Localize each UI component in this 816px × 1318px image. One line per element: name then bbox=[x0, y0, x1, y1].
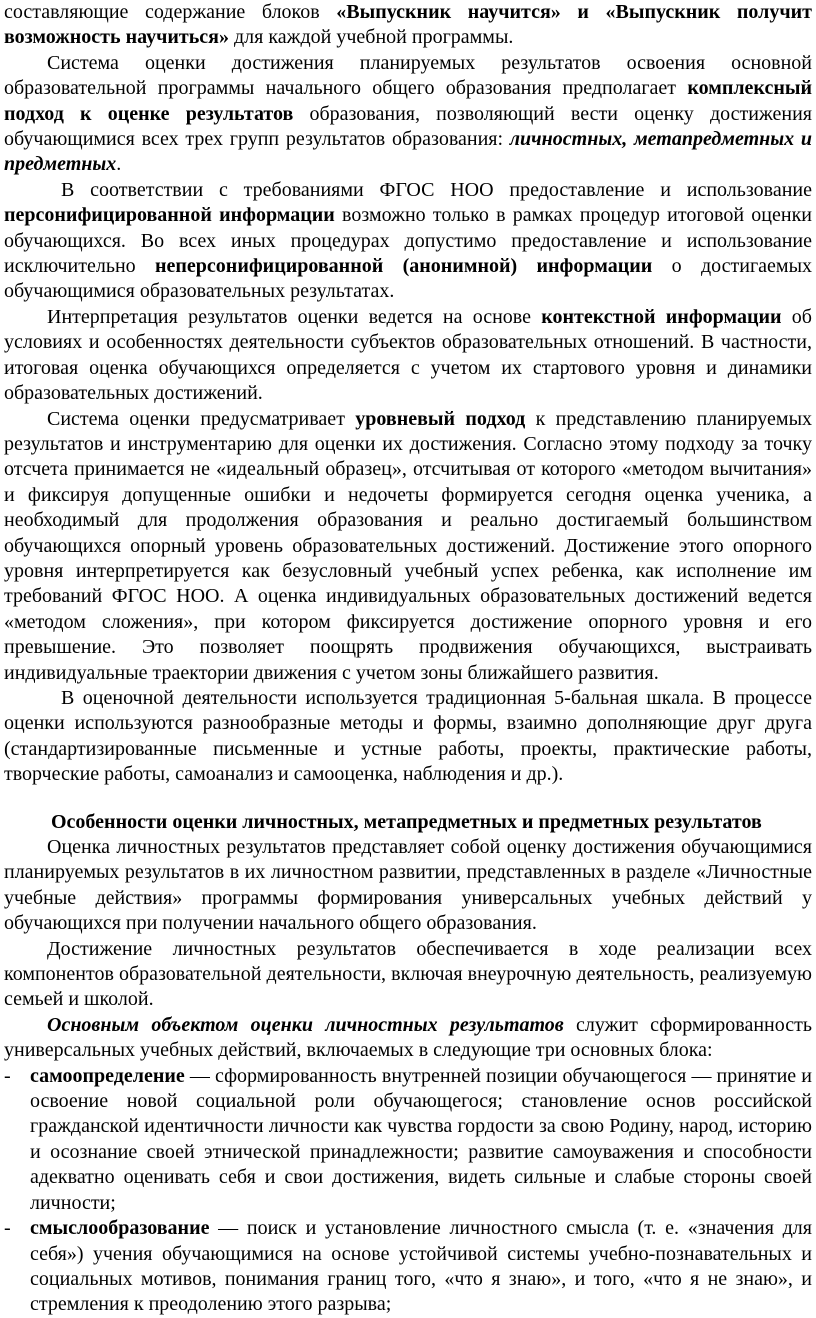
section-heading: Особенности оценки личностных, метапредметных и предметных результатов bbox=[51, 810, 762, 833]
bold-phrase: персонифицированной информации bbox=[4, 204, 335, 227]
paragraph-complex-approach: Система оценки достижения планируемых результатов освоения основной образовательной программы начального общего образования предполагает комплексный подход к оценке результатов образования, позволяющий вести оценку достижения обучающимися всех трех групп результатов образования: личностных, метапредметных и предметных. bbox=[4, 51, 813, 176]
list-term: самоопределение bbox=[30, 1064, 185, 1087]
list-term: смыслообразование bbox=[30, 1217, 210, 1240]
paragraph-level-approach: Система оценки предусматривает уровневый подход к представлению планируемых результатов и инструментарию для оценки их достижения. Согласно этому подходу за точку отсчета принимается не «идеальный образец», отсчитывая от которого «методом вычитания» и фиксируя допущенные ошибки и недочеты формируется сегодня оценка ученика, а необходимый для продолжения образования и реально достигаемый большинством обучающихся опорный уровень образовательных достижений. Достижение этого опорного уровня интерпретируется как безусловный учебный успех ребенка, как исполнение им требований ФГОС НОО. А оценка индивидуальных образовательных достижений ведется «методом сложения», при котором фиксируется достижение опорного уровня и его превышение. Это позволяет поощрять продвижения обучающихся, выстраивать индивидуальные траектории движения с учетом зоны ближайшего развития. bbox=[4, 407, 813, 684]
bold-italic-phrase: личностных, метапредметных и предметных bbox=[4, 128, 812, 176]
paragraph-personified-info: В соответствии с требованиями ФГОС НОО предоставление и использование персонифицированной информации возможно только в рамках процедур итоговой оценки обучающихся. Во всех иных процедурах допустимо предоставление и использование исключительно неперсонифицированной (анонимной) информации о достигаемых обучающимися образовательных результатах. bbox=[4, 178, 813, 303]
bold-phrase: «Выпускник научится» и «Выпускник получит возможность научиться» bbox=[4, 1, 813, 49]
list-item: - самоопределение — сформированность внутренней позиции обучающегося — принятие и освоение новой социальной роли обучающегося; становление основ российской гражданской идентичности личности как чувства гордости за свою Родину, народ, историю и осознание своей этнической принадлежности; развитие самоуважения и способности адекватно оценивать себя и свои достижения, видеть сильные и слабые стороны своей личности; bbox=[4, 1064, 812, 1214]
paragraph-program-blocks: составляющие содержание блоков «Выпускник научится» и «Выпускник получит возможность научиться» для каждой учебной программы. bbox=[4, 1, 813, 49]
paragraph-grading-scale: В оценочной деятельности используется традиционная 5-бальная шкала. В процессе оценки используются разнообразные методы и формы, взаимно дополняющие друг друга (стандартизированные письменные и устные работы, проекты, практические работы, творческие работы, самоанализ и самооценка, наблюдения и др.). bbox=[4, 686, 812, 786]
list-item: - смыслообразование — поиск и установление личностного смысла (т. е. «значения для себя») учения обучающимися на основе устойчивой системы учебно-познавательных и социальных мотивов, понимания границ того, «что я знаю», и того, «что я не знаю», и стремления к преодолению этого разрыва; bbox=[4, 1217, 812, 1316]
dash-bullet: - bbox=[4, 1064, 11, 1087]
bold-phrase: контекстной информации bbox=[541, 305, 782, 328]
bold-phrase: комплексный подход к оценке результатов bbox=[4, 77, 812, 125]
paragraph-main-object: Основным объектом оценки личностных результатов служит сформированность универсальных учебных действий, включаемых в следующие три основных блока: bbox=[4, 1013, 812, 1062]
paragraph-achievement: Достижение личностных результатов обеспечивается в ходе реализации всех компонентов образовательной деятельности, включая внеурочную деятельность, реализуемую семьей и школой. bbox=[4, 937, 812, 1011]
spacer bbox=[4, 788, 812, 810]
paragraph-context-info: Интерпретация результатов оценки ведется на основе контекстной информации об условиях и особенностях деятельности субъектов образовательных отношений. В частности, итоговая оценка обучающихся определяется с учетом их стартового уровня и динамики образовательных достижений. bbox=[4, 305, 812, 405]
paragraph-personal-results: Оценка личностных результатов представляет собой оценку достижения обучающимися планируемых результатов в их личностном развитии, представленных в разделе «Личностные учебные действия» программы формирования универсальных учебных действий у обучающихся при получении начального общего образования. bbox=[4, 836, 812, 935]
bold-italic-phrase: Основным объектом оценки личностных результатов bbox=[47, 1013, 564, 1036]
bold-phrase: уровневый подход bbox=[355, 407, 526, 430]
blocks-list bbox=[4, 1064, 812, 1318]
bold-phrase: неперсонифицированной (анонимной) информации bbox=[155, 255, 653, 278]
dash-bullet: - bbox=[4, 1217, 11, 1240]
